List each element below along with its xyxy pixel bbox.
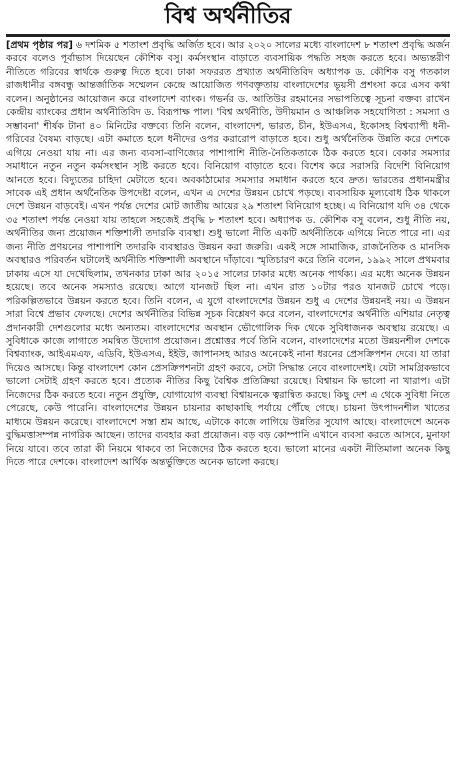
continuation-tag: [প্রথম পৃষ্ঠার পর] bbox=[6, 40, 73, 51]
article-headline: বিশ্ব অর্থনীতির bbox=[6, 4, 450, 37]
article-body bbox=[6, 39, 450, 470]
article-text: ৬ দশমিক ৫ শতাংশ প্রবৃদ্ধি অর্জিত হবে। আর ২০২০ সালের মধ্যে বাংলাদেশ ৮ শতাংশ প্রবৃদ্ধি অর্জন করবে বলেও পূর্বাভাস দিয়েছেন কৌশিক বসু। কর্মসংস্থান বাড়াতে ব্যবসায়িক পদ্ধতি সহজ করতে হবে। অভ্যন্তরীণ নীতিতে গরিবের স্বার্থকে গুরুত্ব দিতে হবে। ঢাকা সফররত প্রখ্যাত অর্থনীতিবিদ অধ্যাপক ড. কৌশিক বসু গতকাল রাজধানীর বঙ্গবন্ধু আন্তর্জাতিক সম্মেলন কেন্দ্রে আয়োজিত গণবক্তৃতায় বাংলাদেশের ভূয়সী প্রশংসা করে এসব কথা বলেন। অনুষ্ঠানের আয়োজন করে বাংলাদেশ ব্যাংক। গভর্নর ড. আতিউর রহমানের সভাপতিত্বে সূচনা বক্তব্য রাখেন কেন্দ্রীয় ব্যাংকের প্রধান অর্থনীতিবিদ ড. বিরূপাক্ষ পাল। 'বিশ্ব অর্থনীতি, উদীয়মান ও আঞ্চলিক সহযোগিতা : সমস্যা ও সম্ভাবনা' শীর্ষক টানা ৪০ মিনিটের বক্তব্যে তিনি বলেন, বাংলাদেশ, ভারত, চীন, ইউএসএ, ইকোসহ বিশ্বব্যাপী ধনী-গরিবের বৈষম্য বাড়ছে। এটা কমাতে হলে ধনীদের ওপর করারোপ বাড়াতে হবে। শুধু অর্থনৈতিক উন্নতি করে দেশকে এগিয়ে নেওয়া যায় না। এর জন্য ব্যবসা-বাণিজ্যের পাশাপাশি নীতি-নৈতিকতাকে ঠিক করতে হবে। বেকার সমস্যার সমাধানে নতুন নতুন কর্মসংস্থান সৃষ্টি করতে হবে। বিনিয়োগ বাড়াতে হবে। বিশেষ করে সরাসরি বিদেশি বিনিয়োগ আনতে হবে। বিদ্যুতের চাহিদা মেটাতে হবে। অবকাঠামোর সমস্যার সমাধান করতে হবে দ্রুত। ভারতের প্রধানমন্ত্রীর সাবেক এই প্রধান অর্থনৈতিক উপদেষ্টা বলেন, এখন এ দেশের উন্নয়ন চোখে পড়ছে। ব্যবসায়িক মূল্যবোধ ঠিক থাকলে দেশে উন্নয়ন বাড়বেই। এখন পর্যন্ত দেশের মোট জাতীয় আয়ের ২৯ শতাংশ বিনিয়োগ হচ্ছে। এ বিনিয়োগ যদি ৩৪ থেকে ৩৫ শতাংশ পর্যন্ত নেওয়া যায় তাহলে সহজেই প্রবৃদ্ধি ৮ শতাংশ হবে। অধ্যাপক ড. কৌশিক বসু বলেন, শুধু নীতি নয়, অর্থনীতির জন্য প্রয়োজন শক্তিশালী তদারকি ব্যবস্থা। শুধু ভালো নীতি একটি অর্থনীতিকে এগিয়ে নিতে পারে না। এর জন্য নীতি প্রণয়নের পাশাপাশি তদারকি ব্যবস্থারও উন্নয়ন করা জরুরি। একই সঙ্গে সামাজিক, রাজনৈতিক ও মানসিক অবস্থারও পরিবর্তন ঘটালেই অর্থনীতি শক্তিশালী অবস্থানে দাঁড়াবে। স্মৃতিচারণ করে তিনি বলেন, ১৯৯২ সালে প্রথমবার ঢাকায় এসে যা দেখেছিলাম, তখনকার ঢাকা আর ২০১৫ সালের ঢাকার মধ্যে অনেক পার্থক্য। এর মধ্যে অনেক উন্নয়ন হয়েছে। তবে অনেক সমস্যাও রয়েছে। আগে যানজট ছিল না। এখন রাত ১০টার পরও যানজট চোখে পড়ে। পরিকল্পিতভাবে উন্নয়ন করতে হবে। তিনি বলেন, এ যুগে বাংলাদেশের উন্নয়ন শুধু এ দেশের উন্নয়নই নয়। এ উন্নয়ন সারা বিশ্বে প্রভাব ফেলছে। দেশের অর্থনীতির বিভিন্ন সূচক বিশ্লেষণ করে বলেন, বাংলাদেশের অর্থনীতি এশিয়ার নেতৃত্ব প্রদানকারী দেশগুলোর মধ্যে অন্যতম। বাংলাদেশের অবস্থান ভৌগোলিক দিক থেকে সুবিধাজনক অবস্থায় রয়েছে। এ সুবিধাকে কাজে লাগাতে সমন্বিত উদ্যোগ প্রয়োজন। প্রশ্নোত্তর পর্বে তিনি বলেন, বাংলাদেশের মতো উন্নয়নশীল দেশকে বিশ্বব্যাংক, আইএমএফ, এডিবি, ইউএসএ, ইইউ, জাপানসহ আরও অনেকেই নানা ধরনের প্রেসক্রিপশন দেবে। যা তারা দিয়েও আসছে। কিন্তু বাংলাদেশ কোন প্রেসক্রিপশনটা গ্রহণ করবে, সেটা সিদ্ধান্ত নেবে বাংলাদেশই। যেটা সামগ্রিকভাবে ভালো সেটাই গ্রহণ করতে হবে। প্রত্যেক নীতির কিছু বৈশ্বিক প্রতিক্রিয়া রয়েছে। বিশ্বায়ন কি ভালো না খারাপ। এটা নিজেদের ঠিক করতে হবে। নতুন প্রযুক্তি, যোগাযোগ ব্যবস্থা বিশ্বায়নকে ত্বরান্বিত করছে। কিছু দেশ এ থেকে সুবিধা নিতে পেরেছে, কেউ পারেনি। বাংলাদেশের উন্নয়ন চায়নার কাছাকাছি পর্যায়ে পৌঁছে গেছে। চায়না উৎপাদনশীল খাতের মাধ্যমে উন্নয়ন করেছে। বাংলাদেশে সস্তা শ্রম আছে, এটাকে কাজে লাগিয়ে উন্নতির সুযোগ আছে। বাংলাদেশে অনেক বুদ্ধিমত্তাসম্পন্ন নাগরিক আছেন। তাদের ব্যবহার করা প্রয়োজন। বড় বড় কোম্পানি এখানে ব্যবসা করতে আসবে, মুনাফা নিয়ে যাবে। তবে তারা কী নিয়মে থাকবে তা নিজেদের ঠিক করতে হবে। ভালো মানের একটা নীতিমালা অনেক কিছু দিতে পারে দেশকে। বাংলাদেশ আর্থিক অন্তর্ভুক্তিতে অনেক ভালো করছে। bbox=[6, 40, 450, 469]
